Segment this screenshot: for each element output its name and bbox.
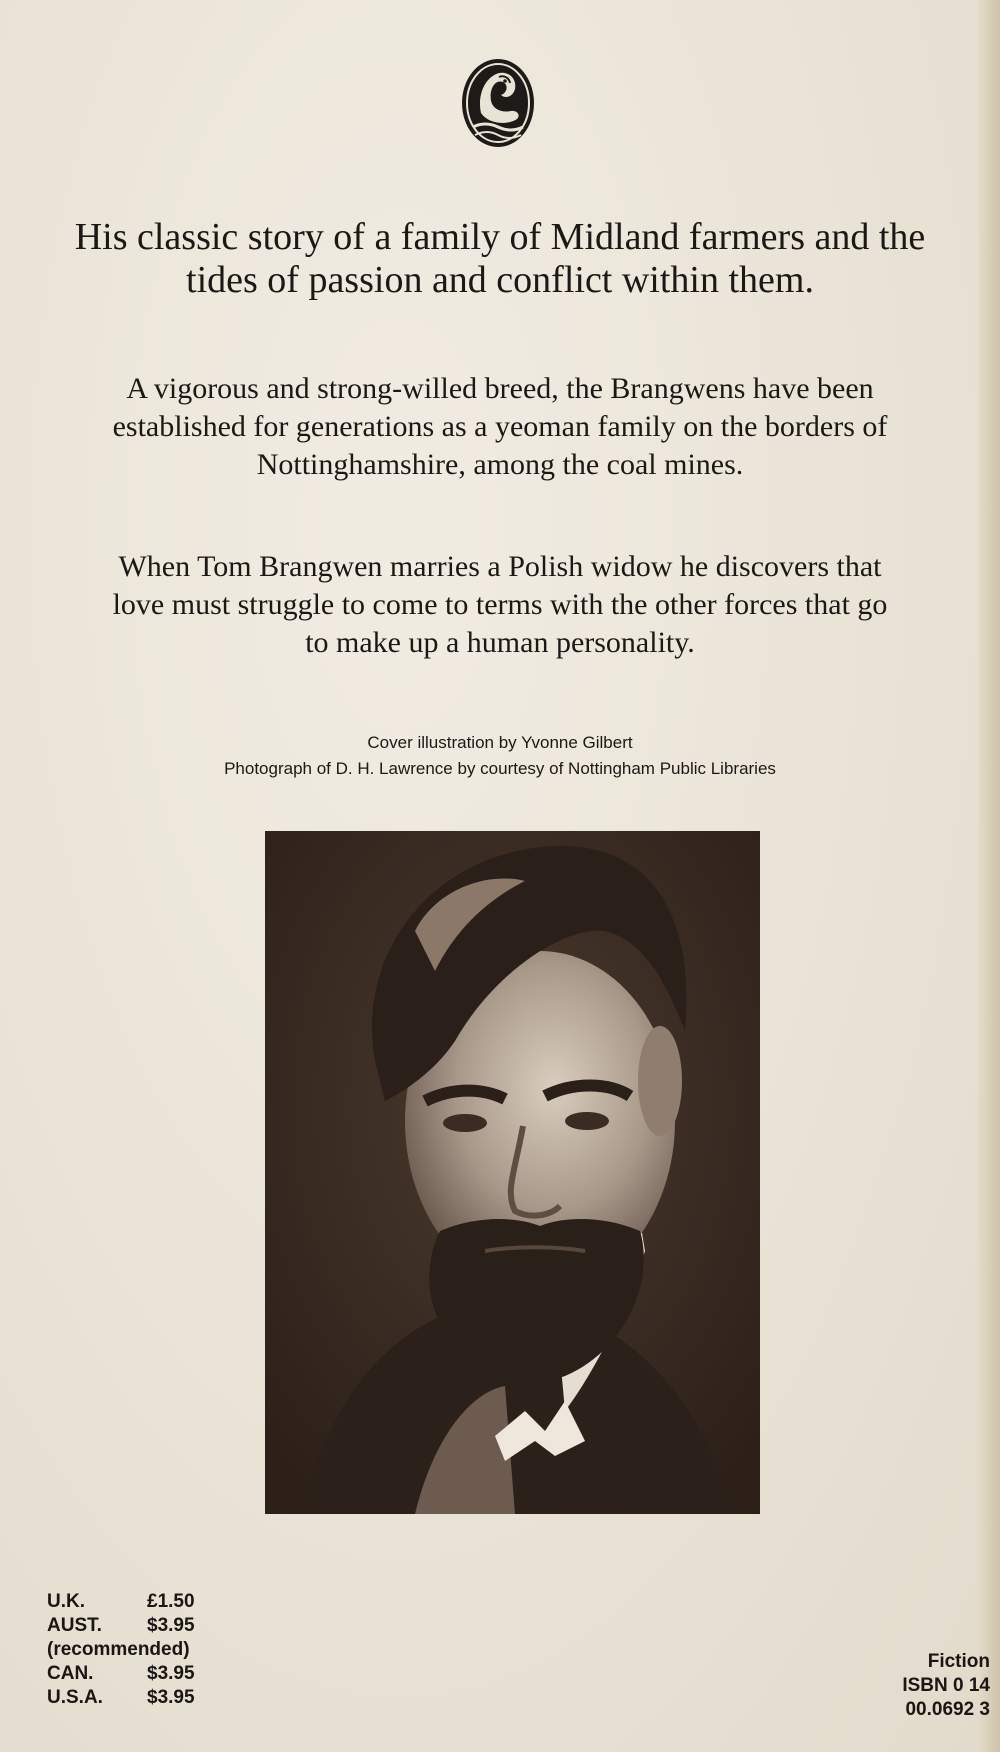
price-label: U.K. bbox=[47, 1591, 85, 1612]
blurb-paragraph-3: When Tom Brangwen marries a Polish widow he discovers that love must struggle to come to terms with the other forces that go to make up a human personality. bbox=[112, 550, 888, 659]
photo-credit: Photograph of D. H. Lawrence by courtesy of Nottingham Public Libraries bbox=[224, 759, 776, 778]
price-list bbox=[47, 1590, 227, 1710]
price-row-uk bbox=[47, 1590, 227, 1614]
price-value: $3.95 bbox=[147, 1663, 195, 1684]
price-note: (recommended) bbox=[47, 1639, 190, 1660]
cover-edge bbox=[978, 0, 1000, 1752]
genre-label: Fiction bbox=[927, 1651, 990, 1672]
blurb-paragraph-2: A vigorous and strong-willed breed, the Brangwens have been established for generations as a yeoman family on the borders of Nottinghamshire, among the coal mines. bbox=[112, 372, 888, 481]
price-value: £1.50 bbox=[147, 1591, 195, 1612]
price-row-can bbox=[47, 1662, 227, 1686]
price-label: AUST. bbox=[47, 1615, 102, 1636]
isbn-line-1: ISBN 0 14 bbox=[902, 1675, 990, 1696]
cover-illustration-credit: Cover illustration by Yvonne Gilbert bbox=[367, 733, 633, 752]
blurb-paragraph-1: His classic story of a family of Midland farmers and the tides of passion and conflict within them. bbox=[74, 216, 926, 301]
portrait-image bbox=[265, 831, 760, 1514]
pelican-logo-icon bbox=[459, 55, 537, 151]
price-label: U.S.A. bbox=[47, 1687, 103, 1708]
isbn-line-2: 00.0692 3 bbox=[905, 1699, 990, 1720]
price-row-aust bbox=[47, 1614, 227, 1638]
price-value: $3.95 bbox=[147, 1615, 195, 1636]
price-label: CAN. bbox=[47, 1663, 94, 1684]
price-value: $3.95 bbox=[147, 1687, 195, 1708]
author-portrait-photo bbox=[265, 831, 760, 1514]
isbn-block bbox=[902, 1650, 990, 1722]
price-row-usa bbox=[47, 1686, 227, 1710]
